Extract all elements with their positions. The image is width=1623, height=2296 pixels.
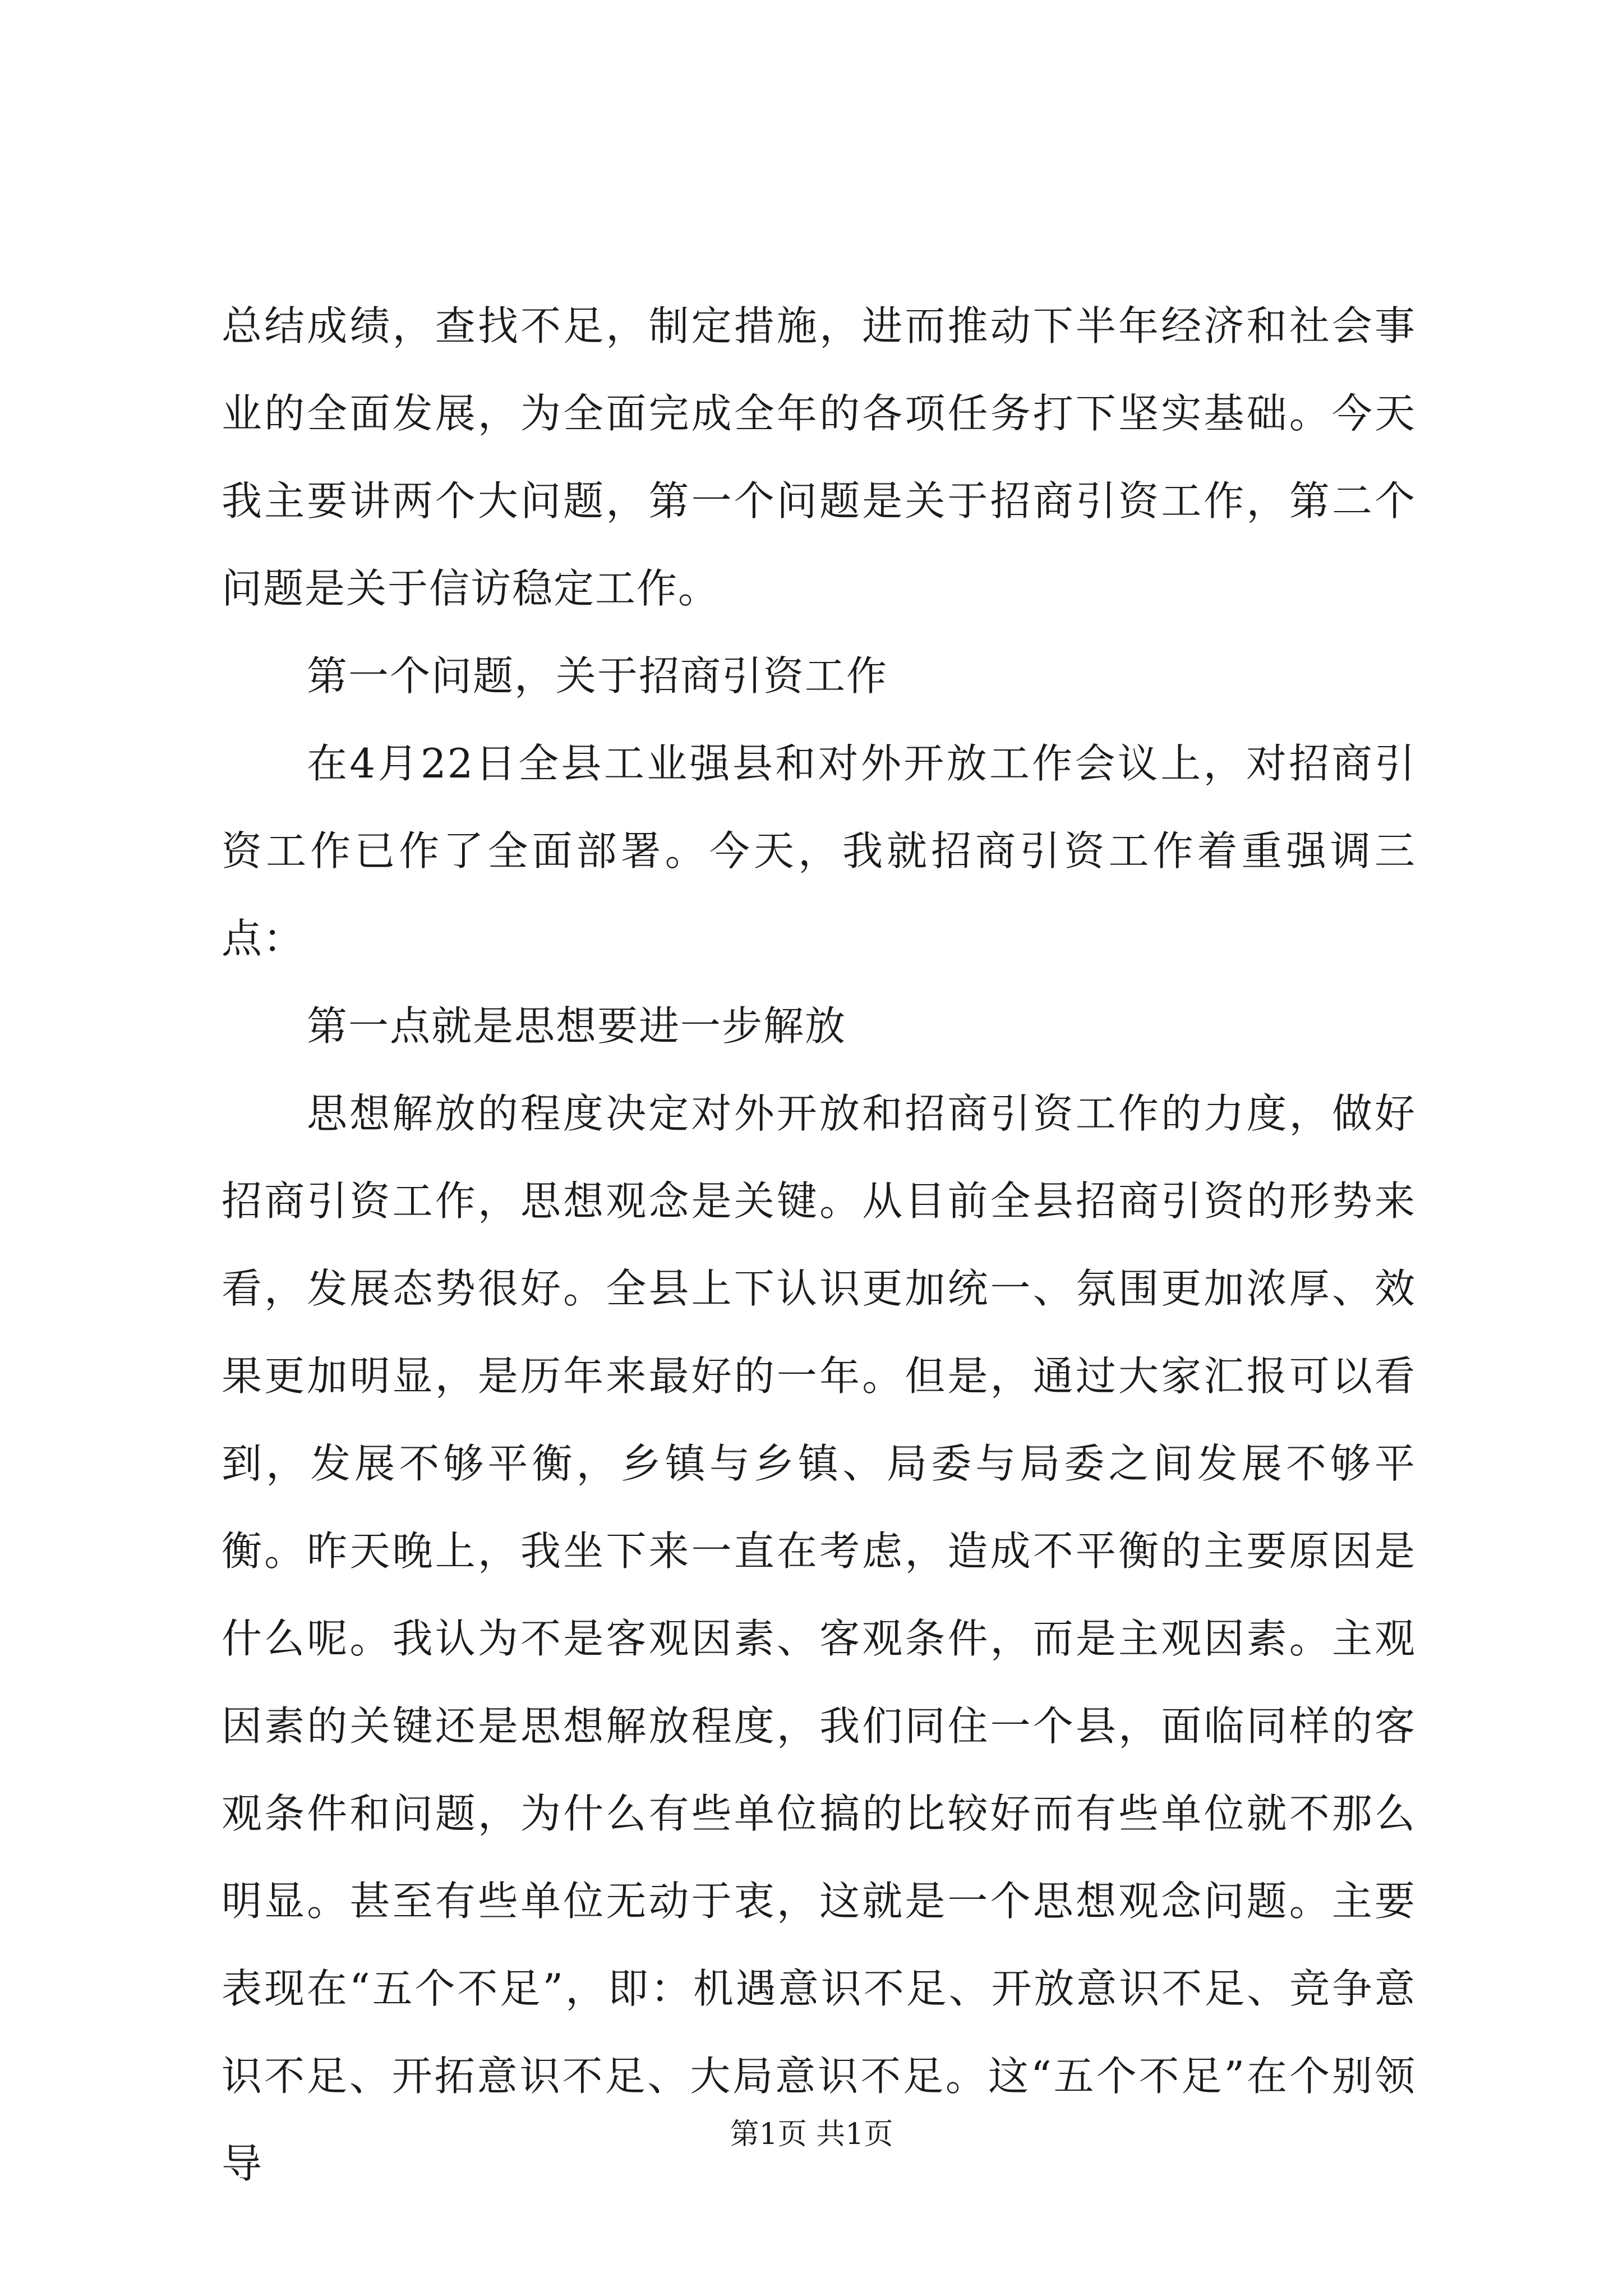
heading-first-point: 第一点就是思想要进一步解放 [307, 1002, 847, 1050]
paragraph-meeting: 在4月22日全县工业强县和对外开放工作会议上，对招商引资工作已作了全面部署。今天，我就招商引资工作着重强调三点： [222, 740, 1416, 962]
paragraph-thought-liberation: 思想解放的程度决定对外开放和招商引资工作的力度，做好招商引资工作，思想观念是关键。从目前全县招商引资的形势来看，发展态势很好。全县上下认识更加统一、氛围更加浓厚、效果更加明显，是历年来最好的一年。但是，通过大家汇报可以看到，发展不够平衡，乡镇与乡镇、局委与局委之间发展不够平衡。昨天晚上，我坐下来一直在考虑，造成不平衡的主要原因是什么呢。我认为不是客观因素、客观条件，而是主观因素。主观因素的关键还是思想解放程度，我们同住一个县，面临同样的客观条件和问题，为什么有些单位搞的比较好而有些单位就不那么明显。甚至有些单位无动于衷，这就是一个思想观念问题。主要表现在“五个不足”，即：机遇意识不足、开放意识不足、竞争意识不足、开拓意识不足、大局意识不足。这“五个不足”在个别领导 [222, 1090, 1416, 2187]
document-body [222, 282, 1416, 2207]
heading-first-question: 第一个问题，关于招商引资工作 [307, 652, 888, 700]
paragraph-intro: 总结成绩，查找不足，制定措施，进而推动下半年经济和社会事业的全面发展，为全面完成全年的各项任务打下坚实基础。今天我主要讲两个大问题，第一个问题是关于招商引资工作，第二个问题是关于信访稳定工作。 [222, 302, 1416, 612]
page-number: 第1页 [730, 2118, 807, 2151]
page-footer [0, 2115, 1623, 2154]
page-total: 共1页 [816, 2118, 893, 2151]
